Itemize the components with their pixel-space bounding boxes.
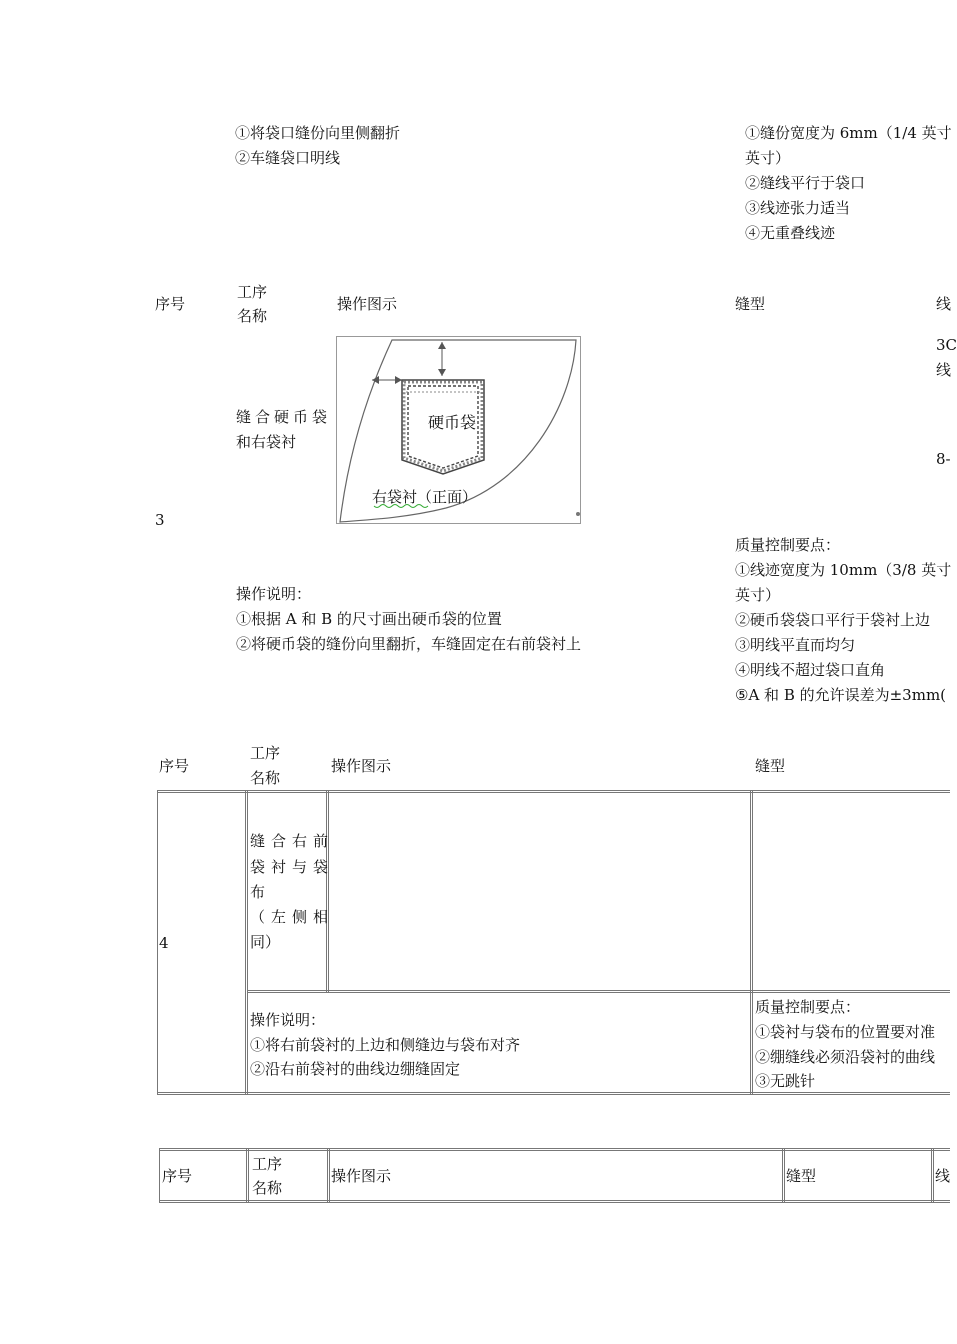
step4-ops-title: 操作说明： [250, 1011, 326, 1029]
step4-quality-1: ①袋衬与袋布的位置要对准 [755, 1023, 936, 1041]
step4-header-diagram: 操作图示 [331, 757, 392, 775]
step4-op-2: ②沿右前袋衬的曲线边绷缝固定 [250, 1060, 461, 1078]
step3-name-1: 缝合硬币袋 [236, 408, 332, 426]
step3-op-1: ①根据 A 和 B 的尺寸画出硬币袋的位置 [236, 610, 502, 628]
step3-quality-3: ②硬币袋袋口平行于袋衬上边 [735, 611, 931, 629]
step4-header-name-1: 工序 [250, 744, 281, 762]
step3-op-2: ②将硬币袋的缝份向里翻折，车缝固定在右前袋衬上 [236, 635, 582, 653]
coin-pocket-diagram [336, 336, 581, 524]
step3-quality-4: ③明线平直而均匀 [735, 636, 856, 654]
step4-name-3: 布 [250, 883, 266, 901]
step4-table-left-border [157, 790, 158, 1095]
step5-header-thread: 线 [935, 1167, 951, 1185]
coin-pocket-illustration [336, 336, 581, 524]
step4-col-divider-2 [326, 790, 329, 993]
step3-name-2: 和右袋衬 [236, 433, 297, 451]
step3-thread-2: 线 [936, 361, 952, 379]
step4-col-divider-3 [750, 790, 753, 1095]
step5-header-name-1: 工序 [252, 1155, 283, 1173]
step5-col-divider-1 [246, 1148, 249, 1203]
step4-table-mid-border [247, 990, 950, 993]
step5-header-seam: 缝型 [786, 1167, 817, 1185]
step4-header-seam: 缝型 [755, 757, 786, 775]
step2-op-1: ①将袋口缝份向里侧翻折 [235, 124, 401, 142]
step3-header-name-1: 工序 [237, 283, 268, 301]
step3-quality-title: 质量控制要点： [735, 536, 841, 554]
step3-thread-1: 3C [936, 336, 957, 354]
step2-quality-1: ①缝份宽度为 6mm（1/4 英寸 [745, 124, 952, 142]
step4-name-1: 缝合右前 [250, 832, 335, 850]
step3-header-seq: 序号 [155, 295, 186, 313]
step2-quality-3: ②缝线平行于袋口 [745, 174, 866, 192]
step4-name-2: 袋衬与袋 [250, 858, 335, 876]
step4-op-1: ①将右前袋衬的上边和侧缝边与袋布对齐 [250, 1036, 521, 1054]
step5-table-left-border [159, 1148, 160, 1203]
step5-header-name-2: 名称 [252, 1179, 283, 1197]
step5-header-seq: 序号 [162, 1167, 193, 1185]
step4-quality-2: ②绷缝线必须沿袋衬的曲线 [755, 1048, 936, 1066]
step5-header-diagram: 操作图示 [331, 1167, 392, 1185]
step4-name-5: 同） [250, 933, 281, 951]
step5-col-divider-4 [931, 1148, 934, 1203]
step4-table-bottom-border [157, 1092, 950, 1095]
step5-col-divider-3 [782, 1148, 785, 1203]
step2-quality-5: ④无重叠线迹 [745, 224, 836, 242]
step4-quality-title: 质量控制要点： [755, 998, 861, 1016]
coin-pocket-label: 硬币袋 [428, 413, 477, 432]
step3-header-name-2: 名称 [237, 307, 268, 325]
step4-header-seq: 序号 [159, 757, 190, 775]
step4-col-divider-1 [245, 790, 248, 1095]
step3-quality-2: 英寸） [735, 586, 781, 604]
lining-label: 右袋衬（正面） [372, 488, 478, 506]
step2-quality-4: ③线迹张力适当 [745, 199, 851, 217]
step3-header-thread: 线 [936, 295, 952, 313]
step3-seq: 3 [155, 511, 165, 529]
step4-name-4: （左侧相 [250, 908, 335, 926]
step4-header-name-2: 名称 [250, 769, 281, 787]
step3-ops-title: 操作说明： [236, 585, 312, 603]
step2-op-2: ②车缝袋口明线 [235, 149, 341, 167]
step5-table-top-border [159, 1148, 950, 1151]
step4-table-top-border [157, 790, 950, 793]
step3-header-seam: 缝型 [735, 295, 766, 313]
step4-seq: 4 [159, 934, 169, 952]
step5-col-divider-2 [327, 1148, 330, 1203]
step3-header-diagram: 操作图示 [337, 295, 398, 313]
step3-quality-6: ⑤A 和 B 的允许误差为±3mm( [735, 686, 947, 704]
step3-thread-3: 8- [936, 450, 951, 468]
step3-quality-1: ①线迹宽度为 10mm（3/8 英寸 [735, 561, 952, 579]
step3-quality-5: ④明线不超过袋口直角 [735, 661, 886, 679]
step2-quality-2: 英寸） [745, 149, 791, 167]
step4-quality-3: ③无跳针 [755, 1072, 816, 1090]
